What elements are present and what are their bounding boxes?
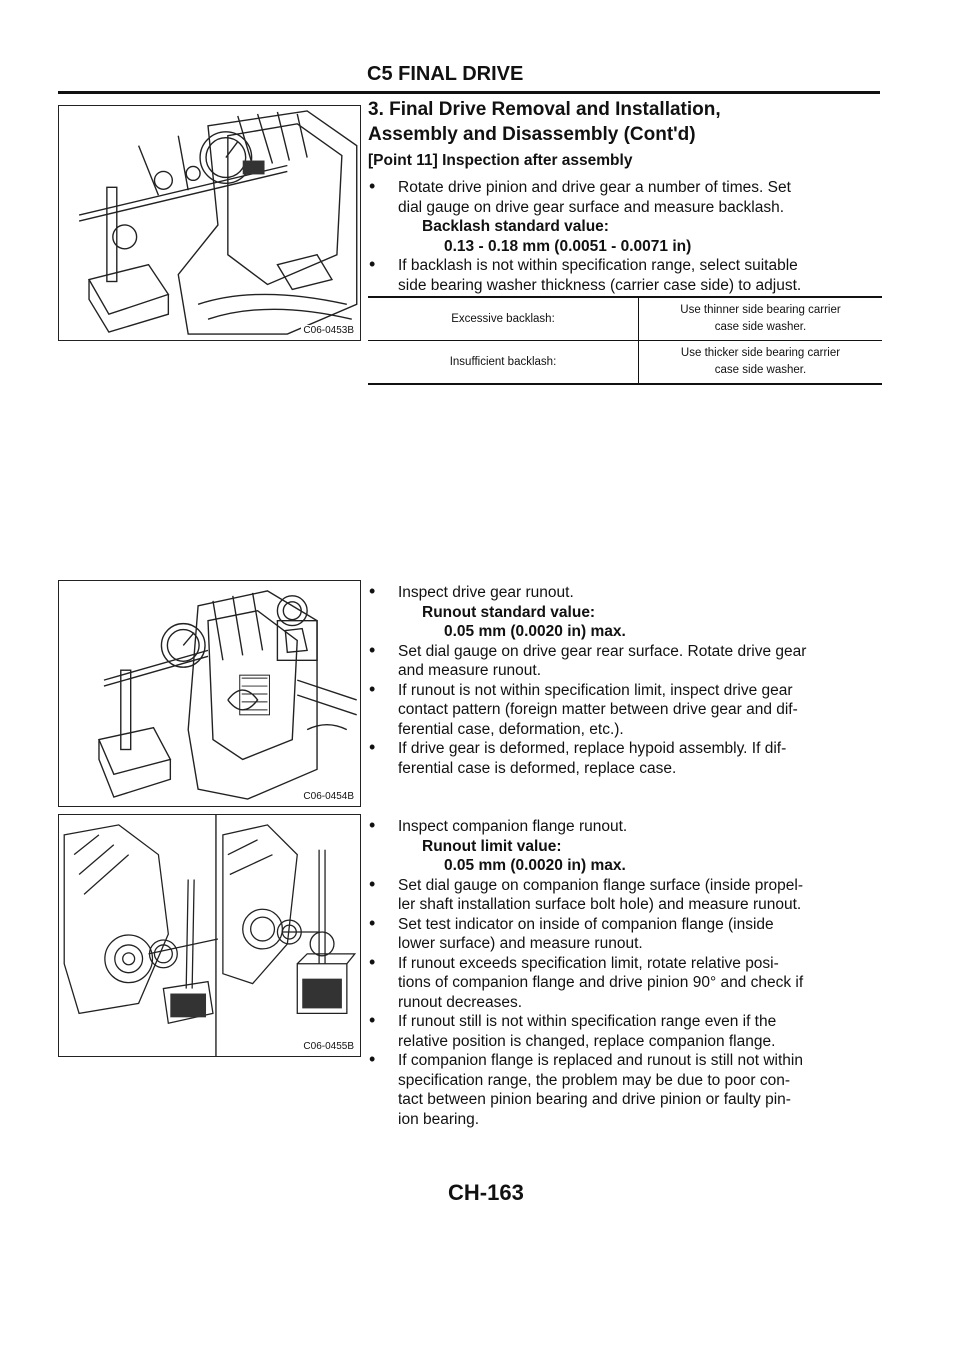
- figure-companion-flange-runout: [58, 814, 361, 1057]
- action-cell: Use thinner side bearing carrier case side washer.: [639, 297, 883, 341]
- condition-cell: Insufficient backlash:: [368, 341, 639, 385]
- section-title-line-2: Assembly and Disassembly (Cont'd): [368, 124, 696, 145]
- table-row: [368, 297, 882, 341]
- drive-gear-runout-instructions: [368, 583, 888, 778]
- section-title-line-1: 3. Final Drive Removal and Installation,: [368, 99, 721, 120]
- companion-flange-runout-instructions: [368, 817, 888, 1129]
- list-item: • If runout still is not within specification range even if the relative position is changed, replace companion flange.: [368, 1012, 888, 1051]
- list-item: • Inspect drive gear runout. Runout standard value: 0.05 mm (0.0020 in) max.: [368, 583, 888, 642]
- companion-flange-runout-illustration: [59, 815, 360, 1056]
- condition-cell: Excessive backlash:: [368, 297, 639, 341]
- standard-value-label: Backlash standard value:: [422, 218, 609, 235]
- backlash-instructions: [368, 178, 888, 295]
- limit-value: 0.05 mm (0.0020 in) max.: [444, 857, 626, 874]
- standard-value: 0.13 - 0.18 mm (0.0051 - 0.0071 in): [444, 237, 692, 255]
- subsection-title: [Point 11] Inspection after assembly: [368, 152, 633, 169]
- standard-value-label: Runout standard value:: [422, 603, 596, 621]
- header-rule: [58, 91, 880, 94]
- table-row: [368, 341, 882, 385]
- list-item: • Set test indicator on inside of companion flange (inside lower surface) and measure runout.: [368, 915, 888, 954]
- page-number: CH-163: [448, 1180, 524, 1205]
- action-cell: Use thicker side bearing carrier case side washer.: [639, 341, 883, 385]
- figure-id-label: C06-0454B: [303, 791, 354, 802]
- list-item: • If companion flange is replaced and runout is still not within specification range, the problem may be due to poor con- tact between pinion bearing and drive pinion or faulty pin- ion bearing.: [368, 1051, 888, 1129]
- figure-backlash-measurement: [58, 105, 361, 341]
- list-item: • If runout is not within specification limit, inspect drive gear contact pattern (foreign matter between drive gear and dif- ferential case, deformation, etc.).: [368, 681, 888, 740]
- list-item: • Inspect companion flange runout. Runout limit value: 0.05 mm (0.0020 in) max.: [368, 817, 888, 876]
- figure-drive-gear-runout: [58, 580, 361, 807]
- backlash-measurement-illustration: [59, 106, 360, 340]
- figure-id-label: C06-0455B: [303, 1041, 354, 1052]
- figure-id-label: C06-0453B: [303, 325, 354, 336]
- chapter-header: C5 FINAL DRIVE: [367, 63, 524, 85]
- standard-value: 0.05 mm (0.0020 in) max.: [444, 623, 626, 640]
- list-item: • Rotate drive pinion and drive gear a number of times. Set dial gauge on drive gear surface and measure backlash. Backlash standard value: 0.13 - 0.18 mm (0.0051 - 0.0071 in): [368, 178, 888, 256]
- backlash-adjustment-table: [368, 296, 882, 385]
- list-item: • Set dial gauge on drive gear rear surface. Rotate drive gear and measure runout.: [368, 642, 888, 681]
- list-item: • If backlash is not within specification range, select suitable side bearing washer thickness (carrier case side) to adjust.: [368, 256, 888, 295]
- list-item: • If runout exceeds specification limit, rotate relative posi- tions of companion flange and drive pinion 90° and check if runout decreases.: [368, 954, 888, 1013]
- drive-gear-runout-illustration: [59, 581, 360, 806]
- limit-value-label: Runout limit value:: [422, 837, 562, 855]
- list-item: • Set dial gauge on companion flange surface (inside propel- ler shaft installation surface bolt hole) and measure runout.: [368, 876, 888, 915]
- list-item: • If drive gear is deformed, replace hypoid assembly. If dif- ferential case is deformed, replace case.: [368, 739, 888, 778]
